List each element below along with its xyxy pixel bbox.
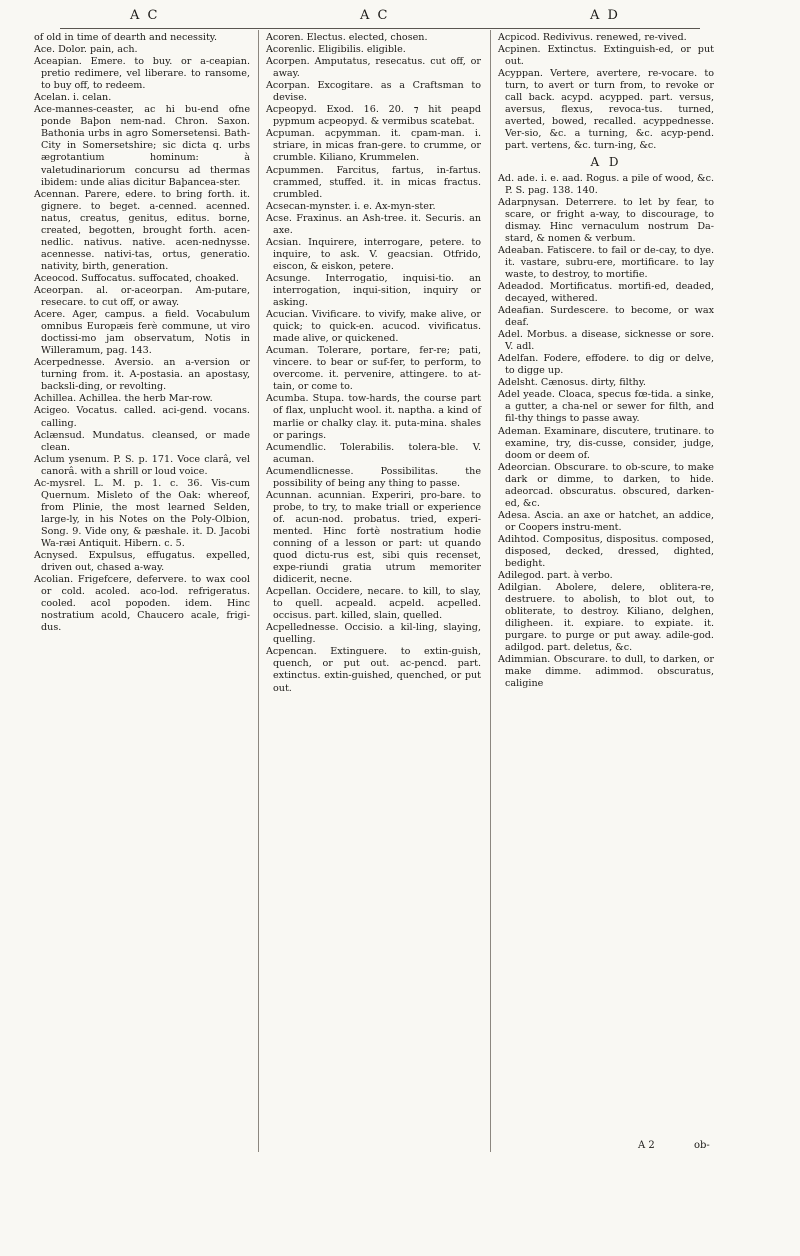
dictionary-entry: Acpellednesse. Occisio. a kil-ling, slaying, quelling. (266, 622, 481, 646)
dictionary-entry: Acorenlic. Eligibilis. eligible. (266, 44, 406, 56)
dictionary-entry: Acoren. Electus. elected, chosen. (266, 32, 428, 43)
column-rule (490, 30, 491, 1152)
dictionary-entry: Acpuman. acpymman. it. cpam-man. i. striare, in micas fran-gere. to crumme, or crumble. Kiliano, Krummelen. (266, 128, 481, 164)
dictionary-entry: Adeadod. Mortificatus. mortifi-ed, deaded, decayed, withered. (498, 280, 714, 304)
header-middle: A C (360, 8, 390, 23)
dictionary-entry: Acyppan. Vertere, avertere, re-vocare. to turn, to avert or turn from, to revoke or call back. acypd. acypped. part. versus, aversus, flexus, revoca-tus. turned, averted, bowed, recalled. acyppednesse. Ver-sio, &c. a turning, &c. acyp-pend. part. vertens, &c. turn-ing, &c. (498, 68, 714, 152)
dictionary-entry: Acpicod. Redivivus. renewed, re-vived. (498, 32, 687, 43)
dictionary-entry: Acunnan. acunnian. Experiri, pro-bare. to probe, to try, to make triall or experience of. acun-nod. probatus. tried, experi-mented. Hinc fortè nostratium hodie conning of a lesson or part: ut quando quod dictu-rus est, sibi quis recenset, expe-riundi gratia utrum memoriter didicerit, necne. (266, 489, 481, 586)
dictionary-entry: Achillea. Achillea. the herb Mar-row. (34, 393, 213, 405)
dictionary-entry: Adarpnysan. Deterrere. to let by fear, to scare, or fright a-way, to discourage, to dismay. Hinc vernaculum nostrum Da-stard, & nomen & verbum. (498, 196, 714, 244)
dictionary-entry: Acere. Ager, campus. a field. Vocabulum omnibus Europæis ferè commune, ut viro doctissi-mo jam observatum, Notis in Willeramum, pag. 143. (34, 309, 250, 357)
dictionary-entry: Adesa. Ascia. an axe or hatchet, an addice, or Coopers instru-ment. (498, 509, 714, 533)
column-1 (34, 32, 250, 634)
dictionary-entry: Adeafian. Surdescere. to become, or wax deaf. (498, 305, 714, 329)
dictionary-entry: Acorpen. Amputatus, resecatus. cut off, or away. (266, 56, 481, 80)
dictionary-entry: Adelfan. Fodere, effodere. to dig or delve, to digge up. (498, 353, 714, 377)
dictionary-entry: Acpinen. Extinctus. Extinguish-ed, or put out. (498, 44, 714, 68)
dictionary-entry: Adelsht. Cænosus. dirty, filthy. (498, 377, 646, 389)
column-3-entries (498, 32, 714, 152)
signature-mark: A 2 (638, 1140, 655, 1151)
dictionary-entry: Aceocod. Suffocatus. suffocated, choaked. (34, 272, 239, 284)
dictionary-entry: Adeaban. Fatiscere. to fail or de-cay, to dye. it. vastare, subru-ere, mortificare. to lay waste, to destroy, to mortifie. (498, 244, 714, 280)
dictionary-entry: Acsian. Inquirere, interrogare, petere. to inquire, to ask. V. geacsian. Otfrido, eiscon, & eiskon, petere. (266, 236, 481, 272)
dictionary-entry: Adel yeade. Cloaca, specus fœ-tida. a sinke, a gutter, a cha-nel or sewer for filth, and fil-thy things to passe away. (498, 389, 714, 425)
dictionary-entry: Acerpednesse. Aversio. an a-version or turning from. it. A-postasia. an apostasy, backsli-ding, or revolting. (34, 357, 250, 393)
dictionary-entry: Acuman. Tolerare, portare, fer-re; pati, vincere. to bear or suf-fer, to perform, to overcome. it. pervenire, attingere. to at-tain, or come to. (266, 345, 481, 393)
dictionary-entry: Aceapian. Emere. to buy. or a-ceapian. pretio redimere, vel liberare. to ransome, to buy off, to redeem. (34, 56, 250, 92)
dictionary-entry: Adel. Morbus. a disease, sicknesse or sore. V. adl. (498, 329, 714, 353)
dictionary-entry: Adilgian. Abolere, delere, oblitera-re, destruere. to abolish, to blot out, to obliterate, to destroy. Kiliano, delghen, diligheen. it. expiare. to expiate. it. purgare. to purge or put away. adile-god. adilgod. part. deletus, &c. (498, 582, 714, 654)
column-3 (498, 32, 714, 691)
running-header (60, 4, 700, 28)
header-left: A C (130, 8, 160, 23)
dictionary-entry: Aclænsud. Mundatus. cleansed, or made clean. (34, 429, 250, 453)
header-right: A D (590, 8, 620, 23)
dictionary-entry: Aceorpan. al. or-aceorpan. Am-putare, resecare. to cut off, or away. (34, 284, 250, 309)
dictionary-entry: Acpeopyd. Exod. 16. 20. ⁊ hit peapd pypmum acpeopyd. & vermibus scatebat. (266, 104, 481, 128)
dictionary-entry: Ad. ade. i. e. aad. Rogus. a pile of wood, &c. P. S. pag. 138. 140. (498, 172, 714, 196)
dictionary-entry: Acpencan. Extinguere. to extin-guish, quench, or put out. ac-pencd. part. extinctus. extin-guished, quenched, or put out. (266, 646, 481, 694)
dictionary-entry: Ace-mannes-ceaster, ac hi bu-end ofne ponde Baþon nem-nad. Chron. Saxon. Bathonia urbs in agro Somersetensi. Bath-City in Somersetshire; sic dicta q. urbs ægrotantium hominum: à valetudinariorum concursu ad thermas ibidem: unde alias dicitur Baþancea-ster. (34, 104, 250, 188)
dictionary-entry: Acolian. Frigefcere, defervere. to wax cool or cold. acoled. aco-lod. refrigeratus. cooled. acol popoden. idem. Hinc nostratium acold, Chaucero acale, frigi-dus. (34, 574, 250, 634)
dictionary-entry: Ademan. Examinare, discutere, trutinare. to examine, try, dis-cusse, consider, judge, doom or deem of. (498, 425, 714, 461)
column-rule (258, 30, 259, 1152)
catchword: ob- (694, 1140, 710, 1151)
dictionary-entry: Acucian. Vivificare. to vivify, make alive, or quick; to quick-en. acucod. vivificatus. made alive, or quickened. (266, 309, 481, 345)
dictionary-entry: Acumendlicnesse. Possibilitas. the possibility of being any thing to passe. (266, 465, 481, 489)
dictionary-entry: Acsecan-mynster. i. e. Ax-myn-ster. (266, 200, 436, 212)
dictionary-entry: Adeorcian. Obscurare. to ob-scure, to make dark or dimme, to darken, to hide. adeorcad. obscuratus. obscured, darken-ed, &c. (498, 461, 714, 509)
column-3-entries-after-heading (498, 173, 714, 691)
dictionary-entry: Acsunge. Interrogatio, inquisi-tio. an interrogation, inqui-sition, inquiry or asking. (266, 272, 481, 309)
dictionary-entry: Adihtod. Compositus, dispositus. composed, disposed, decked, dressed, dighted, bedight. (498, 533, 714, 570)
dictionary-entry: Adimmian. Obscurare. to dull, to darken, or make dimme. adimmod. obscuratus, caligine (498, 654, 714, 690)
dictionary-entry: Acnysed. Expulsus, effugatus. expelled, driven out, chased a-way. (34, 550, 250, 574)
dictionary-entry: Adilegod. part. à verbo. (498, 570, 613, 582)
dictionary-entry: Acpummen. Farcitus, fartus, in-fartus. crammed, stuffed. it. in micas fractus. crumbled. (266, 164, 481, 200)
column-2 (266, 32, 481, 695)
header-rule (60, 28, 700, 29)
dictionary-entry: Acelan. i. celan. (34, 92, 112, 104)
dictionary-entry: Acennan. Parere, edere. to bring forth. it. gignere. to beget. a-cenned. acenned. natus, creatus, genitus, editus. borne, created, begotten, brought forth. acen-nedlic. nativus. native. acen-nednysse. acennesse. nativi-tas, ortus, generatio. nativity, birth, generation. (34, 188, 250, 272)
dictionary-entry: Ace. Dolor. pain, ach. (34, 44, 138, 56)
dictionary-entry: Acumendlic. Tolerabilis. tolera-ble. V. acuman. (266, 441, 481, 465)
dictionary-entry: Aclum ysenum. P. S. p. 171. Voce clarâ, vel canorâ. with a shrill or loud voice. (34, 453, 250, 477)
dictionary-entry: Acpellan. Occidere, necare. to kill, to slay, to quell. acpeald. acpeld. acpelled. occisus. part. killed, slain, quelled. (266, 586, 481, 622)
dictionary-entry: Acumba. Stupa. tow-hards, the course part of flax, unplucht wool. it. naptha. a kind of marlie or chalky clay. it. puta-mina. shales or parings. (266, 393, 481, 441)
dictionary-entry: Acse. Fraxinus. an Ash-tree. it. Securis. an axe. (266, 212, 481, 236)
dictionary-entry: Ac-mysrel. L. M. p. 1. c. 36. Vis-cum Quernum. Misleto of the Oak: whereof, from Plinie, the most learned Selden, large-ly, in his Notes on the Poly-Olbion, Song. 9. Vide ony, & pæshale. it. D. Jacobi Wa-ræi Antiquit. Hibern. c. 5. (34, 477, 250, 549)
dictionary-entry: of old in time of dearth and necessity. (34, 32, 218, 43)
dictionary-entry: Acorpan. Excogitare. as a Craftsman to devise. (266, 80, 481, 104)
section-heading: A D (590, 155, 622, 170)
dictionary-entry: Acigeo. Vocatus. called. aci-gend. vocans. calling. (34, 405, 250, 429)
